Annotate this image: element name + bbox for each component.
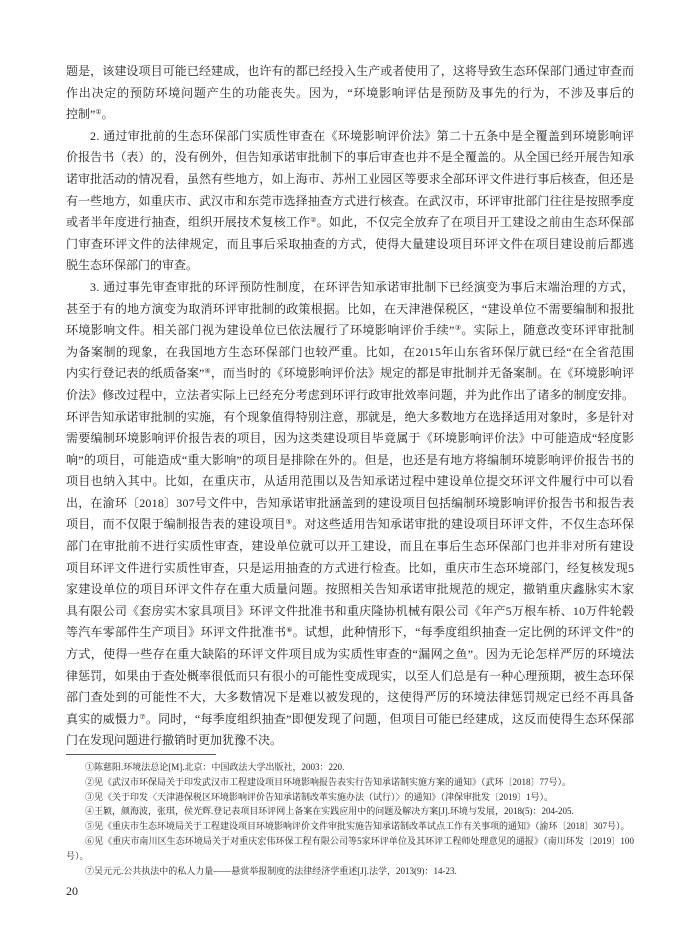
footnote-separator [66, 754, 216, 755]
line-text: 需要编制环境影响评价报告表的项目，因为这类建设项目毕竟属于《环境影响评价法》中可能造成“轻度影 [66, 431, 635, 446]
line-text: 。 [101, 107, 114, 122]
footnote-text: 吴元元.公共执法中的私人力量——悬赏举报制度的法律经济学重述[J].法学，2013(9)：14-23. [94, 865, 457, 876]
body-line [66, 536, 634, 558]
body-line [66, 277, 634, 299]
footnote-ref: ⑦ [139, 712, 146, 721]
body-line [66, 579, 634, 601]
body-line [66, 450, 634, 472]
line-text: 脱生态环保部门的审查。 [66, 258, 199, 273]
line-text: 或者半年度进行抽查，组织开展技术复核工作 [66, 215, 311, 230]
footnote-ref: ⑤ [285, 518, 293, 527]
line-text: 部门查处到的可能性不大，大多数情况下是难以被发现的，这使得严厉的环境法律惩罚规定已经不再具备 [66, 690, 635, 705]
line-text: 项目，而不仅限于编制报告表的建设项目 [66, 517, 286, 532]
body-line [66, 320, 634, 342]
line-text: 环境影响文件。相关部门视为建设单位已依法履行了环境影响评价手续” [66, 323, 455, 338]
body-line [66, 407, 634, 429]
line-text: 。同时，“每季度组织抽查”即便发现了问题，但项目可能已经建成，这反而使得生态环保部 [145, 711, 635, 726]
line-text: 具有限公司《套房实木家具项目》环评文件批准书和重庆隆协机械有限公司《年产5万根车桥、10万件轮毂 [66, 603, 635, 618]
line-text: 等汽车零部件生产项目》环评文件批准书 [66, 625, 287, 640]
footnote-marker: ④ [85, 806, 95, 817]
footnote-ref: ② [310, 216, 317, 225]
footnote-text: 见《重庆市生态环境局关于工程建设项目环境影响评价文件审批实施告知承诺制改革试点工作有关事项的通知》（渝环〔2018〕307号）。 [94, 821, 630, 832]
body-line [66, 385, 634, 407]
line-text: 控制” [66, 107, 96, 122]
body-line [66, 234, 634, 256]
paragraph-2 [66, 126, 634, 277]
line-text: 2. 通过审批前的生态环保部门实质性审查在《环境影响评价法》第二十五条中是全覆盖到环境影响评 [90, 128, 635, 143]
line-text: 题是，该建设项目可能已经建成，也许有的都已经投入生产或者使用了，这将导致生态环保部门通过审查而 [66, 64, 635, 78]
article-body [66, 61, 634, 752]
line-text: 响”的项目，可能造成“重大影响”的项目是排除在外的。但是，也还是有地方将编制环境影响评价报告书的 [66, 452, 635, 467]
footnote [66, 804, 634, 819]
footnote-ref: ③ [454, 324, 462, 333]
body-line [66, 601, 634, 623]
body-line [66, 687, 634, 709]
body-line [66, 255, 634, 277]
footnote-text: 陈慈阳.环境法总论[M].北京：中国政法大学出版社，2003：220. [94, 762, 345, 772]
body-line [66, 514, 634, 536]
body-line [66, 342, 634, 364]
body-line [66, 104, 634, 126]
body-line [66, 169, 634, 191]
footnote-continuation [66, 849, 634, 864]
footnote [66, 864, 634, 879]
line-text: 有一些地方，如重庆市、武汉市和东莞市选择抽查方式进行核查。在武汉市，环评审批部门往往是按照季度 [66, 193, 635, 208]
line-text: 项目环评文件进行实质性审查，只是运用抽查的方式进行检查。比如，重庆市生态环境部门，经复核发现5 [66, 560, 635, 575]
footnote-marker: ① [85, 762, 95, 772]
line-text: 家建设单位的项目环评文件存在重大质量问题。按照相关告知承诺审批规范的规定，撤销重庆鑫脉实木家 [66, 582, 635, 597]
footnote [66, 775, 634, 790]
body-line [66, 363, 634, 385]
body-line [66, 212, 634, 234]
footnote-ref: ⑥ [286, 626, 293, 635]
footnote-text: 见《重庆市南川区生态环境局关于对重庆宏伟环保工程有限公司等5家环评单位及其环评工程师处理意见的通报》（南川环发〔2019〕100 [94, 835, 635, 846]
footnote [66, 819, 634, 834]
footnote-text: 王颖，颜海波，张琪，侯光辉.登记表项目环评网上备案在实践应用中的问题及解决方案[J].环境与发展，2018(5)：204-205. [94, 806, 574, 817]
body-line [66, 147, 634, 169]
body-line [66, 644, 634, 666]
line-text: 甚至于有的地方演变为取消环评审批制的政策根据。比如，在天津港保税区，“建设单位不需要编制和报批 [66, 301, 635, 316]
line-text: 出，在渝环〔2018〕307号文件中，告知承诺审批涵盖到的建设项目包括编制环境影响评价报告书和报告表 [66, 495, 635, 510]
footnote-ref: ① [95, 108, 102, 117]
body-line [66, 558, 634, 580]
line-text: 。如此，不仅完全放弃了在项目开工建设之前由生态环保部 [316, 215, 635, 230]
footnote [66, 790, 634, 805]
body-line [66, 471, 634, 493]
line-text: 律惩罚，如果由于查处概率很低而只有很小的可能性变成现实，以至人们总是有一种心理预期，被生态环保 [66, 668, 635, 683]
body-line [66, 83, 634, 105]
footnote-marker: ⑦ [85, 865, 95, 876]
footnote-text: 见《关于印发〈天津港保税区环境影响评价告知承诺制改革实施办法（试行）〉的通知》（津保审批发〔2019〕1号）。 [94, 791, 554, 802]
line-text: 方式，使得一些存在重大缺陷的环评文件项目成为实质性审查的“漏网之鱼”。因为无论怎样严厉的环境法 [66, 647, 635, 662]
line-text: 项目也纳入其中。比如，在重庆市，从适用范围以及告知承诺过程中建设单位提交环评文件履行中可以看 [66, 474, 635, 489]
body-line [66, 730, 634, 752]
body-line [66, 622, 634, 644]
footnote [66, 834, 634, 849]
line-text: 部门在审批前不进行实质性审查，建设单位就可以开工建设，而且在事后生态环保部门也并非对所有建设 [66, 539, 635, 554]
paragraph-1 [66, 61, 634, 126]
body-line [66, 666, 634, 688]
line-text: 作出决定的预防环境问题产生的功能丧失。因为，“环境影响评估是预防及事先的行为，不涉及事后的 [66, 85, 635, 100]
footnote-marker: ③ [85, 791, 95, 802]
footnote-marker: ⑥ [85, 835, 95, 846]
paragraph-3 [66, 277, 634, 752]
body-line [66, 493, 634, 515]
footnote [66, 760, 634, 775]
line-text: 门审查环评文件的法律规定，而且事后采取抽查的方式，使得大量建设项目环评文件在项目建设前后都逃 [66, 236, 635, 251]
line-text: 内实行登记表的纸质备案” [66, 366, 205, 381]
line-text: ，而当时的《环境影响评价法》规定的都是审批制并无备案制。在《环境影响评 [210, 366, 635, 381]
footnote-ref: ④ [204, 367, 211, 376]
line-text: 。对这些适用告知承诺审批的建设项目环评文件，不仅生态环保 [292, 517, 635, 532]
footnote-text: 见《武汉市环保局关于印发武汉市工程建设项目环境影响报告表实行告知承诺制实施方案的通知》（武环〔2018〕77号）。 [94, 776, 572, 787]
body-line [66, 126, 634, 148]
line-text: 价报告书（表）的，没有例外，但告知承诺审批制下的事后审查也并不是全覆盖的。从全国已经开展告知承 [66, 150, 635, 165]
line-text: 3. 通过事先审查审批的环评预防性制度，在环评告知承诺审批制下已经演变为事后末端治理的方式， [90, 279, 635, 294]
line-text: 为备案制的现象，在我国地方生态环保部门也较严重。比如，在2015年山东省环保厅就已经“在全省范围 [66, 344, 635, 359]
body-line [66, 428, 634, 450]
line-text: 真实的威慑力 [66, 711, 140, 726]
body-line [66, 61, 634, 83]
body-line [66, 709, 634, 731]
footnotes [66, 760, 634, 878]
page-number: 20 [66, 884, 78, 898]
line-text: 。试想，此种情形下，“每季度组织抽查一定比例的环评文件”的 [292, 625, 635, 640]
line-text: 诺审批活动的情况看，虽然有些地方，如上海市、苏州工业园区等要求全部环评文件进行事后核查，但还是 [66, 171, 635, 186]
body-line [66, 191, 634, 213]
footnote-text: 号）。 [66, 850, 89, 861]
line-text: 。实际上，随意改变环评审批制 [461, 323, 635, 338]
footnote-marker: ⑤ [85, 821, 95, 832]
line-text: 环评告知承诺审批制的实施，有个现象值得特别注意，那就是，绝大多数地方在选择适用对象时，多是针对 [66, 409, 635, 424]
footnote-marker: ② [85, 776, 95, 787]
line-text: 门在发现问题进行撤销时更加犹豫不决。 [66, 733, 283, 748]
body-line [66, 299, 634, 321]
line-text: 价法》修改过程中，立法者实际上已经充分考虑到环评行政审批效率问题，并为此作出了诸多的制度安排。 [66, 387, 635, 402]
